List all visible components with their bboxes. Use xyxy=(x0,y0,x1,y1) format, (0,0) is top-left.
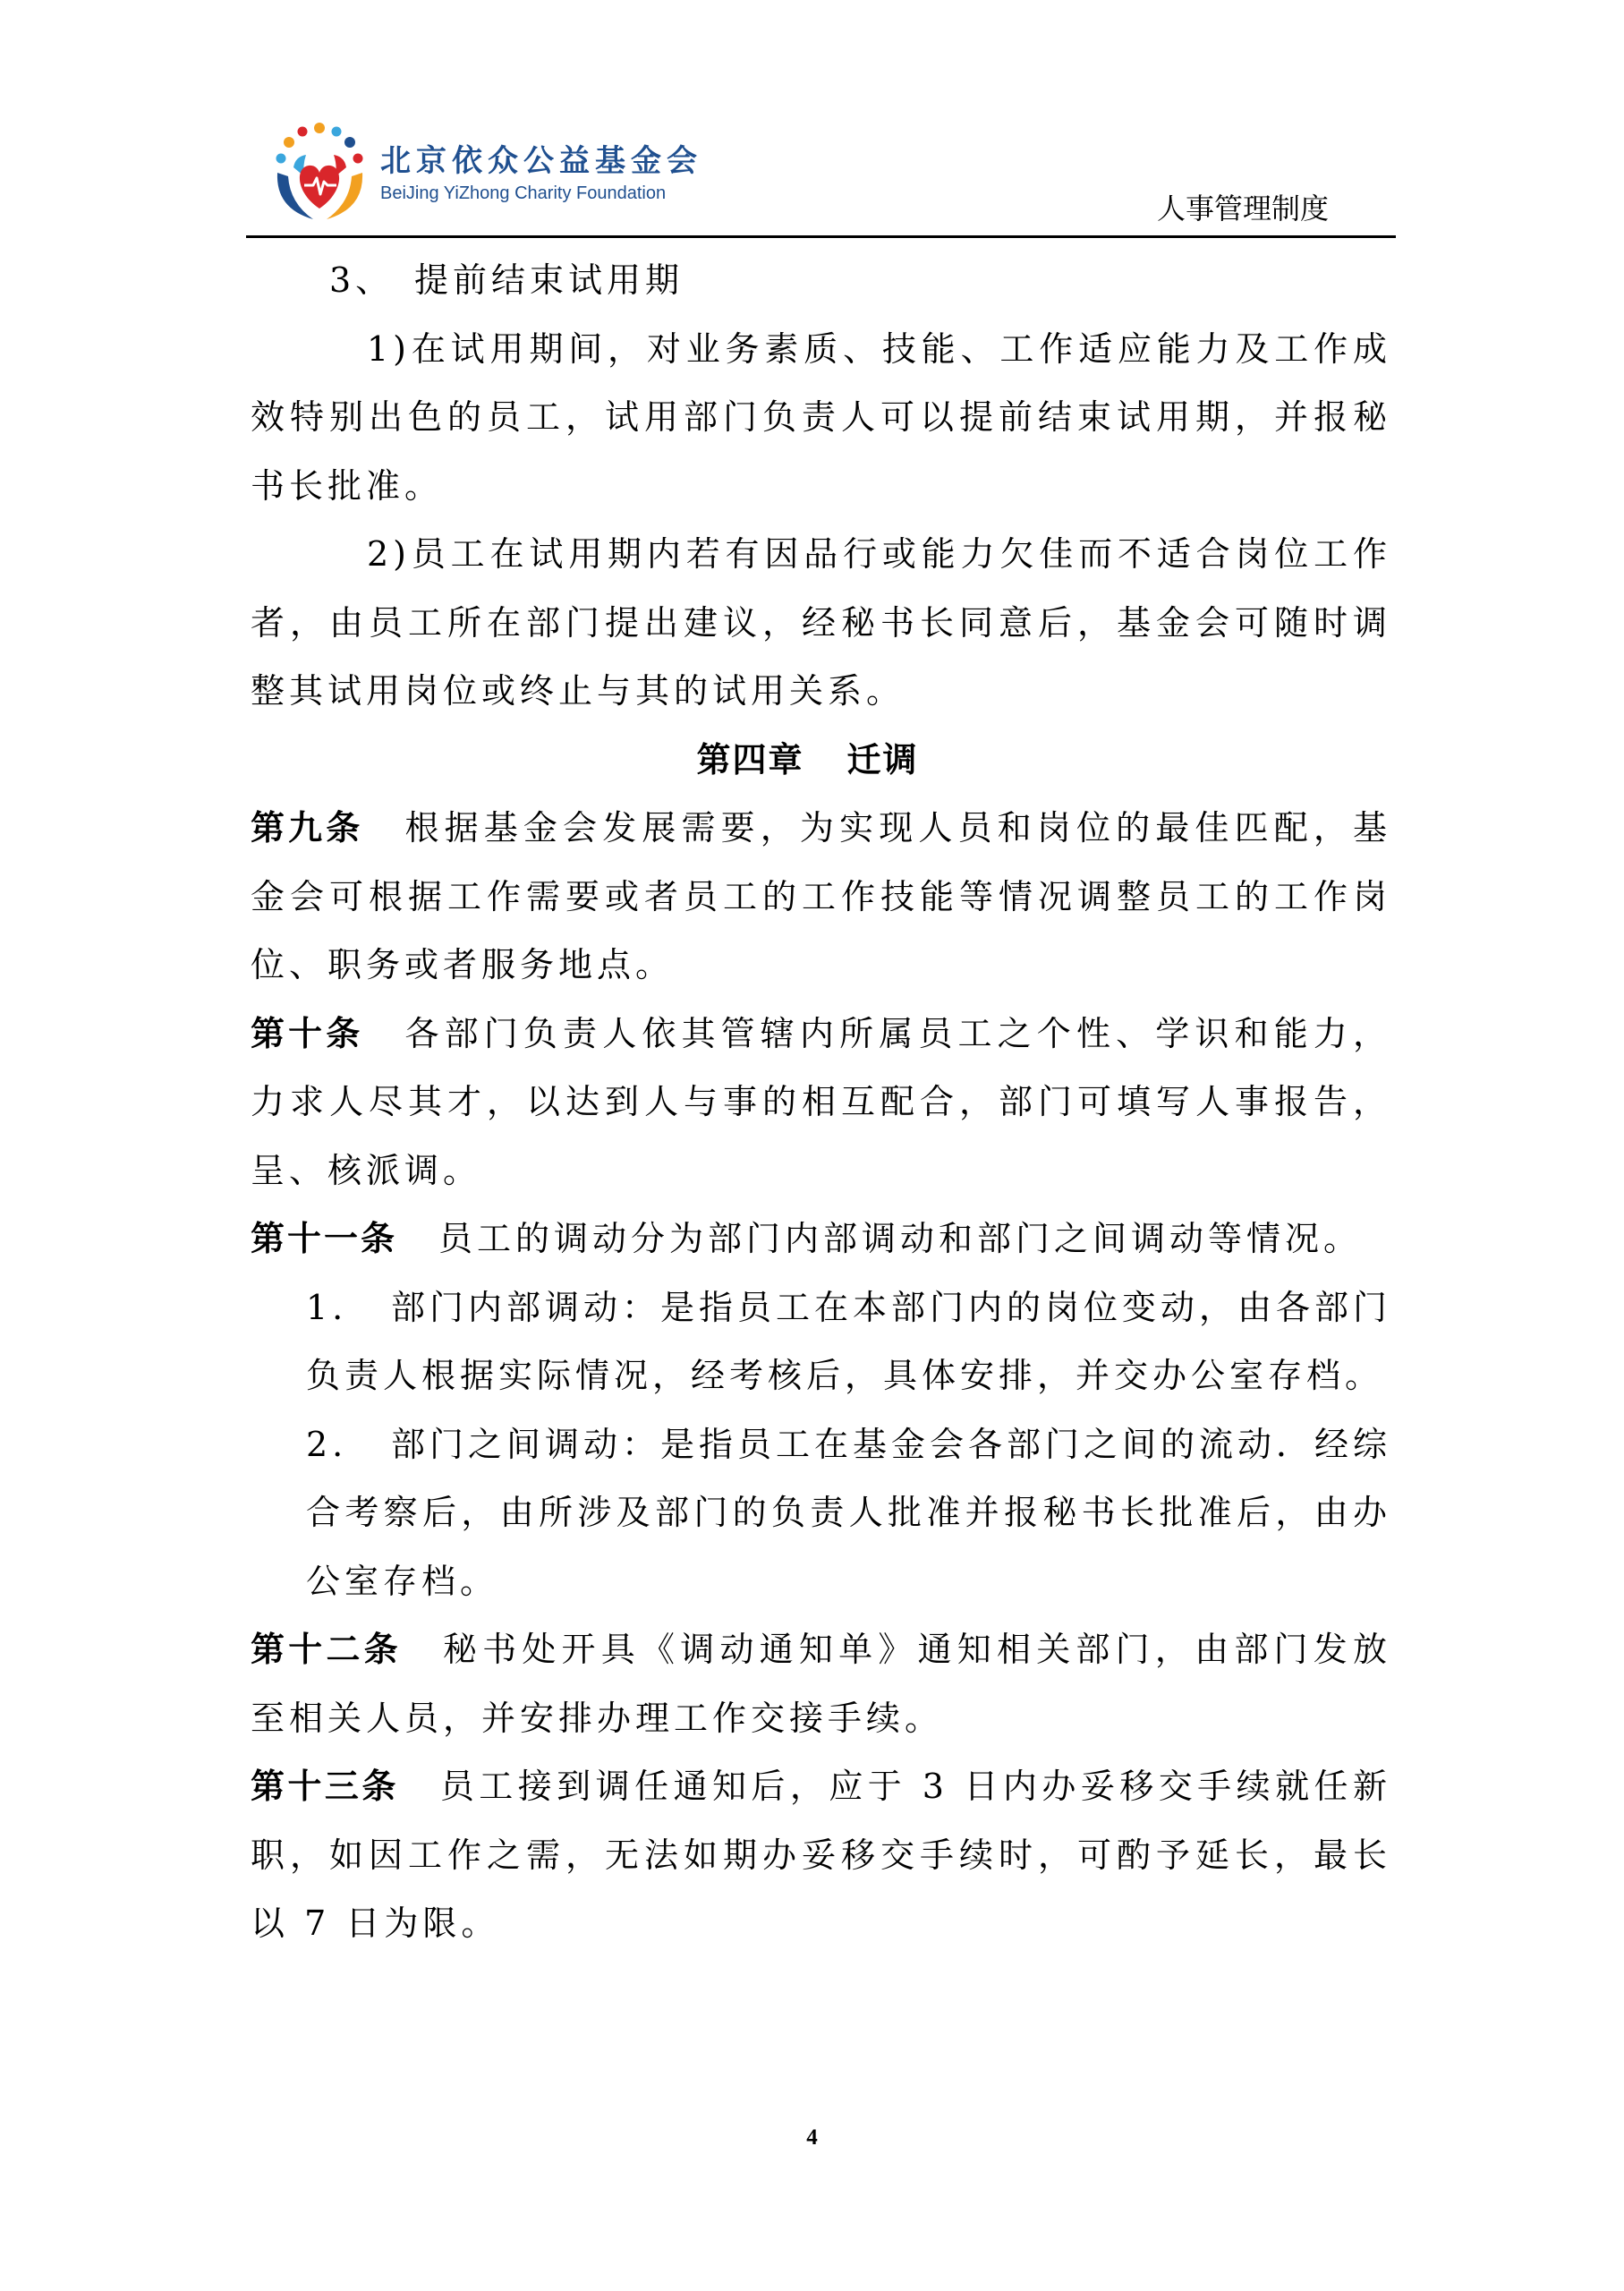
chapter-number: 第四章 xyxy=(696,739,804,779)
article-11 xyxy=(251,1205,1391,1273)
article-label: 第九条 xyxy=(251,808,364,847)
document-title: 人事管理制度 xyxy=(1156,192,1329,226)
article-10 xyxy=(251,1000,1391,1205)
article-text: 根据基金会发展需要，为实现人员和岗位的最佳匹配，基金会可根据工作需要或者员工的工作技能等情况调整员工的工作岗位、职务或者服务地点。 xyxy=(251,808,1391,984)
list-item-1 xyxy=(251,1273,1391,1410)
article-label: 第十条 xyxy=(251,1013,364,1053)
document-body xyxy=(251,246,1391,1958)
section-3-paragraph-2: 2)员工在试用期内若有因品行或能力欠佳而不适合岗位工作者，由员工所在部门提出建议，经秘书长同意后，基金会可随时调整其试用岗位或终止与其的试用关系。 xyxy=(251,534,1391,711)
article-9 xyxy=(251,794,1391,1000)
list-item-2 xyxy=(251,1410,1391,1616)
org-name-cn: 北京依众公益基金会 xyxy=(380,143,702,179)
article-text: 各部门负责人依其管辖内所属员工之个性、学识和能力，力求人尽其才，以达到人与事的相互配合，部门可填写人事报告，呈、核派调。 xyxy=(251,1013,1391,1190)
header-divider xyxy=(246,235,1396,238)
chapter-heading xyxy=(251,726,1391,795)
chapter-title: 迁调 xyxy=(846,739,919,779)
article-text: 员工的调动分为部门内部调动和部门之间调动等情况。 xyxy=(438,1219,1363,1258)
section-number: 3、 xyxy=(329,260,395,300)
list-text: 部门之间调动：是指员工在基金会各部门之间的流动．经综合考察后，由所涉及部门的负责人批准并报秘书长批准后，由办公室存档。 xyxy=(306,1424,1392,1601)
page-number: 4 xyxy=(806,2125,818,2150)
section-3-paragraph-1: 1)在试用期间，对业务素质、技能、工作适应能力及工作成效特别出色的员工，试用部门负责人可以提前结束试用期，并报秘书长批准。 xyxy=(251,328,1391,506)
article-text: 秘书处开具《调动通知单》通知相关部门，由部门发放至相关人员，并安排办理工作交接手续。 xyxy=(251,1630,1391,1738)
article-label: 第十二条 xyxy=(251,1630,402,1669)
list-text: 部门内部调动：是指员工在本部门内的岗位变动，由各部门负责人根据实际情况，经考核后，具体安排，并交办公室存档。 xyxy=(306,1287,1392,1395)
article-text: 员工接到调任通知后，应于 3 日内办妥移交手续就任新职，如因工作之需，无法如期办妥移交手续时，可酌予延长，最长以 7 日为限。 xyxy=(251,1767,1391,1943)
article-label: 第十一条 xyxy=(251,1219,398,1258)
article-label: 第十三条 xyxy=(251,1767,399,1806)
section-3-heading xyxy=(251,246,1391,315)
list-number: 2. xyxy=(306,1424,348,1464)
org-name-en: BeiJing YiZhong Charity Foundation xyxy=(380,183,667,203)
section-title: 提前结束试用期 xyxy=(414,260,684,300)
article-12 xyxy=(251,1615,1391,1752)
foundation-logo-icon xyxy=(268,121,371,224)
list-number: 1. xyxy=(306,1287,348,1327)
article-13 xyxy=(251,1752,1391,1958)
